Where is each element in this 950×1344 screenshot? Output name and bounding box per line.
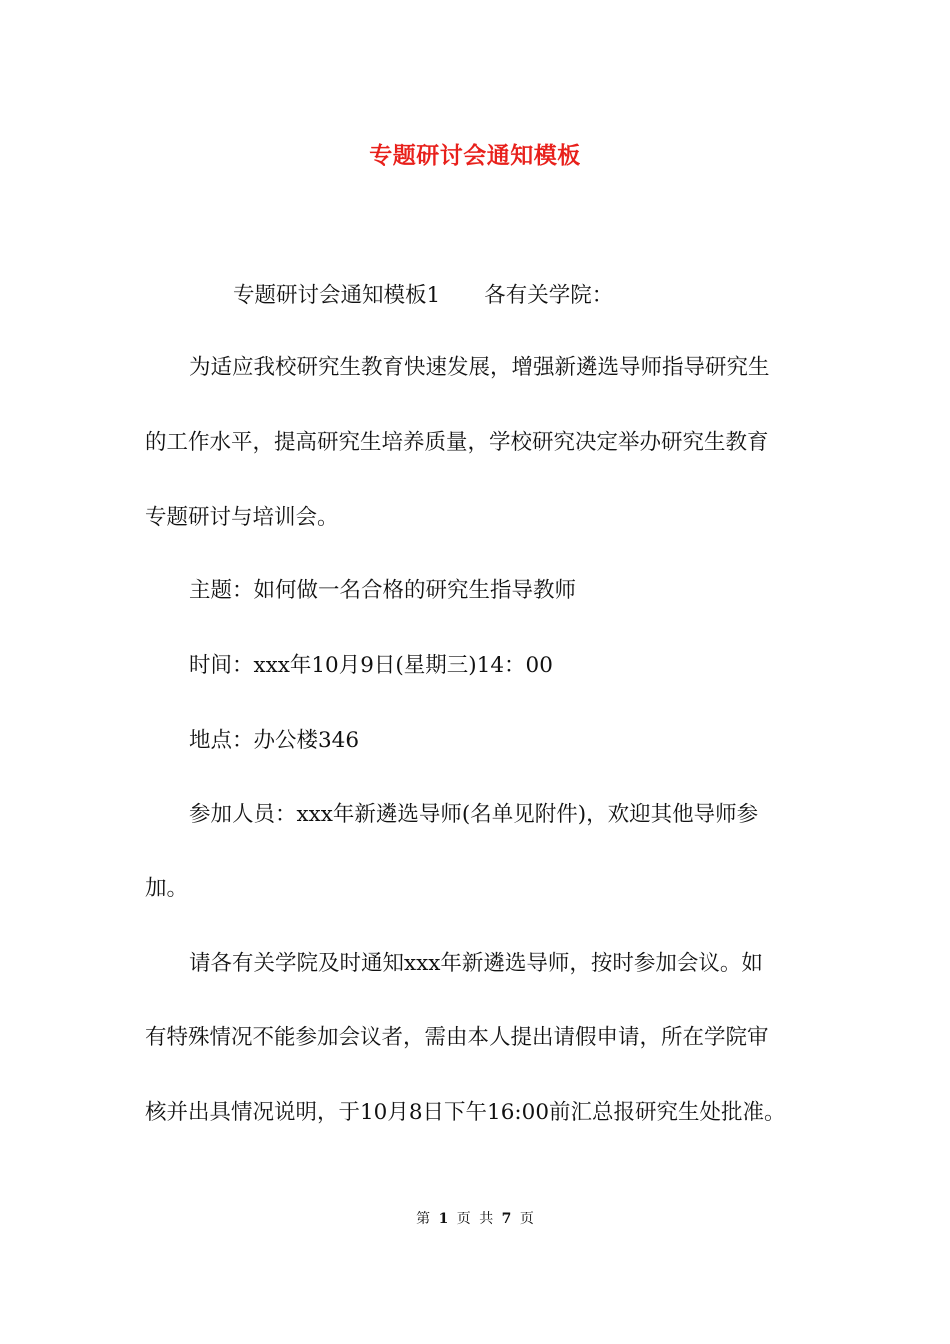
paragraph-line: 专题研讨与培训会。 [145, 505, 339, 530]
footer-prefix: 第 [416, 1211, 431, 1227]
page-footer [0, 1208, 950, 1228]
paragraph-line: 为适应我校研究生教育快速发展，增强新遴选导师指导研究生 [189, 355, 770, 380]
topic-line: 主题：如何做一名合格的研究生指导教师 [189, 578, 577, 603]
total-page-number: 7 [501, 1211, 512, 1227]
location-line: 地点：办公楼346 [189, 728, 360, 753]
document-title: 专题研讨会通知模板 [369, 142, 581, 169]
paragraph-line: 的工作水平，提高研究生培养质量，学校研究决定举办研究生教育 [145, 430, 769, 455]
paragraph-line: 加。 [145, 876, 189, 901]
footer-middle: 页 共 [456, 1211, 494, 1227]
current-page-number: 1 [438, 1211, 449, 1227]
paragraph-line: 有特殊情况不能参加会议者，需由本人提出请假申请，所在学院审 [145, 1025, 769, 1050]
paragraph-line: 请各有关学院及时通知xxx年新遴选导师，按时参加会议。如 [189, 951, 763, 976]
paragraph-line: 核并出具情况说明，于10月8日下午16:00前汇总报研究生处批准。 [145, 1100, 786, 1125]
template-label: 专题研讨会通知模板1 [233, 283, 441, 308]
participants-line: 参加人员：xxx年新遴选导师(名单见附件)，欢迎其他导师参 [189, 802, 759, 827]
time-line: 时间：xxx年10月9日(星期三)14：00 [189, 653, 553, 678]
footer-suffix: 页 [519, 1211, 534, 1227]
heading-line [233, 281, 903, 311]
salutation: 各有关学院： [484, 283, 614, 308]
